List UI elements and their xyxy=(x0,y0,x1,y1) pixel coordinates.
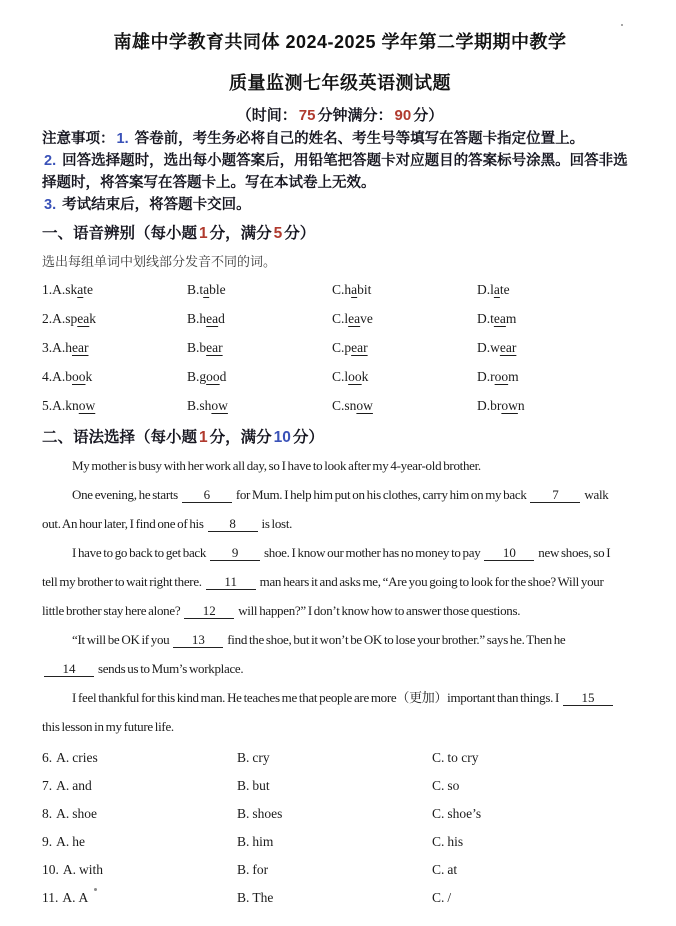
question-number: 4. xyxy=(42,368,53,384)
option-word xyxy=(344,340,367,355)
blank-number: 15 xyxy=(581,690,595,705)
cloze-option-row xyxy=(42,800,638,828)
word-part: t xyxy=(199,281,204,297)
option-label: B. xyxy=(187,339,200,355)
option-text: for xyxy=(252,862,269,877)
note-text: 答卷前，考生务必将自己的姓名、考生号等填写在答题卡指定位置上。 xyxy=(134,131,585,147)
option-label: D. xyxy=(477,339,491,355)
score-number: 90 xyxy=(394,107,412,124)
passage-text: out. An hour later, I find one of his xyxy=(42,516,206,531)
option-label: A. xyxy=(56,834,70,849)
question-number: 11. xyxy=(42,890,59,905)
option-text: at xyxy=(447,862,458,877)
option-text: shoe’s xyxy=(447,806,482,821)
option-label: D. xyxy=(477,281,491,297)
cloze-blank xyxy=(530,487,580,503)
passage-text: sends us to Mum’s workplace. xyxy=(96,661,244,676)
option-cell xyxy=(432,806,638,822)
option-text: shoes xyxy=(252,806,283,821)
option-label: C. xyxy=(332,368,345,384)
word-part: l xyxy=(490,281,494,297)
cloze-blank xyxy=(563,690,613,706)
option-word xyxy=(199,282,225,297)
word-part: sh xyxy=(199,397,212,413)
blank-number: 11 xyxy=(224,574,237,589)
underlined-letters: ea xyxy=(206,310,219,326)
word-part: t xyxy=(490,310,494,326)
cloze-blank xyxy=(210,545,260,561)
paper-title-line2: 质量监测七年级英语测试题 xyxy=(229,73,451,93)
option-label: B. xyxy=(237,750,250,765)
option-label: B. xyxy=(187,281,200,297)
word-part: br xyxy=(490,397,502,413)
option-cell xyxy=(237,806,432,822)
option-cell xyxy=(237,778,432,794)
time-score-line xyxy=(42,104,638,125)
option-word xyxy=(199,311,224,326)
option-label: C. xyxy=(332,281,345,297)
underlined-letters: ow xyxy=(211,397,228,413)
passage-text: I have to go back to get back xyxy=(72,545,209,560)
option-cell xyxy=(332,369,477,385)
option-word xyxy=(490,340,516,355)
underlined-letters: ear xyxy=(72,339,89,355)
word-part: w xyxy=(490,339,500,355)
stray-mark xyxy=(621,24,623,26)
option-word xyxy=(344,282,371,297)
passage-text: man hears it and asks me, “Are you going to look for the shoe? Will your xyxy=(257,574,604,589)
option-cell xyxy=(42,282,187,298)
option-label: C. xyxy=(432,890,445,905)
option-word xyxy=(65,340,88,355)
word-part: g xyxy=(199,368,207,384)
cloze-option-row xyxy=(42,744,638,772)
word-part: d xyxy=(219,368,227,384)
cloze-passage xyxy=(42,451,638,741)
blank-number: 12 xyxy=(202,603,216,618)
option-text: The xyxy=(252,890,274,905)
option-text: / xyxy=(447,890,452,905)
note-number: 1. xyxy=(116,131,133,147)
passage-text: new shoes, so I xyxy=(536,545,611,560)
option-label: C. xyxy=(432,862,445,877)
question-number: 1. xyxy=(42,281,53,297)
passage-text: will happen?” I don’t know how to answer those questions. xyxy=(236,603,521,618)
option-cell xyxy=(432,890,638,906)
cloze-blank xyxy=(44,661,94,677)
passage-text: One evening, he starts xyxy=(72,487,180,502)
passage-line xyxy=(42,712,638,741)
option-cell xyxy=(332,311,477,327)
option-word xyxy=(490,311,516,326)
passage-line xyxy=(42,567,638,596)
note-line xyxy=(42,150,638,194)
question-number: 2. xyxy=(42,310,53,326)
option-label: B. xyxy=(187,310,200,326)
option-cell xyxy=(237,750,432,766)
cloze-blank xyxy=(184,603,234,619)
option-cell xyxy=(42,806,237,822)
underlined-letters: oo xyxy=(72,368,86,384)
option-cell xyxy=(432,778,638,794)
notes-label: 注意事项： xyxy=(42,131,115,147)
passage-text: find the shoe, but it won’t be OK to lose your brother.” says he. Then he xyxy=(225,632,566,647)
option-label: C. xyxy=(432,806,445,821)
heading-text: 分） xyxy=(284,225,316,242)
word-part: sk xyxy=(65,281,78,297)
option-text: cry xyxy=(252,750,270,765)
word-part: l xyxy=(344,368,349,384)
option-label: A. xyxy=(52,310,66,326)
option-text: so xyxy=(447,778,460,793)
option-cell xyxy=(237,862,432,878)
question-number: 3. xyxy=(42,339,53,355)
option-label: A. xyxy=(56,778,70,793)
word-part: te xyxy=(83,281,94,297)
option-label: A. xyxy=(52,368,66,384)
heading-text: 二、语法选择（每小题 xyxy=(42,429,198,446)
passage-line xyxy=(42,654,638,683)
score-number: 75 xyxy=(298,107,316,124)
word-part: n xyxy=(517,397,525,413)
exam-notes xyxy=(42,128,638,216)
option-cell xyxy=(187,369,332,385)
option-word xyxy=(199,398,228,413)
underlined-letters: ea xyxy=(348,310,361,326)
heading-text: 一、语音辨别（每小题 xyxy=(42,225,198,242)
option-label: D. xyxy=(477,397,491,413)
word-part: m xyxy=(508,368,519,384)
option-text: him xyxy=(252,834,274,849)
blank-number: 9 xyxy=(231,545,239,560)
passage-text: I feel thankful for this kind man. He teaches me that people are more（更加）important than things. I xyxy=(72,690,561,705)
cloze-option-row xyxy=(42,828,638,856)
option-text: but xyxy=(252,778,270,793)
word-part: k xyxy=(85,368,93,384)
cloze-option-table xyxy=(42,744,638,912)
word-part: k xyxy=(361,368,369,384)
passage-text: this lesson in my future life. xyxy=(42,719,174,734)
heading-text: （时间： xyxy=(236,107,297,124)
option-label: D. xyxy=(477,368,491,384)
word-part: h xyxy=(344,281,352,297)
passage-line xyxy=(42,509,638,538)
option-label: C. xyxy=(332,310,345,326)
option-label: B. xyxy=(237,806,250,821)
option-label: B. xyxy=(237,862,250,877)
underlined-letters: ow xyxy=(356,397,373,413)
option-cell xyxy=(237,834,432,850)
option-word xyxy=(490,369,519,384)
cloze-blank xyxy=(182,487,232,503)
option-text: and xyxy=(72,778,92,793)
word-part: r xyxy=(490,368,495,384)
underlined-letters: ea xyxy=(77,310,90,326)
section1-instruction: 选出每组单词中划线部分发音不同的词。 xyxy=(42,254,277,269)
blank-number: 10 xyxy=(502,545,516,560)
note-number: 2. xyxy=(44,153,61,169)
option-cell xyxy=(42,778,237,794)
passage-text: tell my brother to wait right there. xyxy=(42,574,204,589)
passage-text: little brother stay here alone? xyxy=(42,603,183,618)
option-label: B. xyxy=(237,890,250,905)
heading-text: 分，满分 xyxy=(209,225,272,242)
passage-text: My mother is busy with her work all day, so I have to look after my 4-year-old brother. xyxy=(72,458,481,473)
word-part: ble xyxy=(209,281,226,297)
word-part: d xyxy=(218,310,225,326)
note-line xyxy=(42,128,638,150)
section1-heading xyxy=(42,221,638,243)
note-number: 3. xyxy=(44,197,61,213)
word-part: ve xyxy=(360,310,373,326)
option-cell xyxy=(432,750,638,766)
option-word xyxy=(490,398,525,413)
word-part: b xyxy=(65,368,72,384)
option-text: his xyxy=(447,834,464,849)
option-label: A. xyxy=(62,890,76,905)
passage-text: for Mum. I help him put on his clothes, carry him on my back xyxy=(233,487,529,502)
option-word xyxy=(65,282,93,297)
cloze-option-row xyxy=(42,856,638,884)
blank-number: 14 xyxy=(62,661,76,676)
option-cell xyxy=(42,750,237,766)
option-label: A. xyxy=(52,339,66,355)
option-label: D. xyxy=(477,310,491,326)
question-number: 7. xyxy=(42,778,53,793)
word-part: p xyxy=(344,339,352,355)
option-text: he xyxy=(72,834,85,849)
passage-line xyxy=(42,625,638,654)
word-part: h xyxy=(65,339,72,355)
option-word xyxy=(344,369,368,384)
option-word xyxy=(199,340,222,355)
score-number: 1 xyxy=(199,225,208,242)
section2-heading xyxy=(42,425,638,447)
option-cell xyxy=(42,398,187,414)
underlined-letters: oo xyxy=(206,368,220,384)
passage-text: is lost. xyxy=(259,516,293,531)
option-word xyxy=(65,398,95,413)
option-label: A. xyxy=(52,281,66,297)
word-part: sn xyxy=(344,397,357,413)
passage-text: shoe. I know our mother has no money to pay xyxy=(262,545,483,560)
option-label: A. xyxy=(56,806,70,821)
option-label: C. xyxy=(332,339,345,355)
underlined-letters: oo xyxy=(494,368,509,384)
heading-text: 分钟满分： xyxy=(317,107,393,124)
heading-text: 分） xyxy=(292,429,324,446)
option-cell xyxy=(42,369,187,385)
word-part: m xyxy=(505,310,517,326)
option-label: C. xyxy=(432,778,445,793)
underlined-letters: oo xyxy=(348,368,362,384)
underlined-letters: ow xyxy=(78,397,96,413)
blank-number: 7 xyxy=(552,487,559,502)
option-word xyxy=(344,311,373,326)
option-word xyxy=(344,398,373,413)
note-text: 考试结束后，将答题卡交回。 xyxy=(62,197,251,213)
cloze-blank xyxy=(173,632,223,648)
option-cell xyxy=(42,890,237,906)
option-text: cries xyxy=(72,750,98,765)
score-number: 1 xyxy=(199,429,208,446)
option-label: A. xyxy=(62,862,76,877)
option-word xyxy=(199,369,226,384)
passage-line xyxy=(42,683,638,712)
option-word xyxy=(490,282,510,297)
passage-text: walk xyxy=(582,487,609,502)
question-number: 6. xyxy=(42,750,53,765)
option-label: C. xyxy=(332,397,345,413)
heading-text: 分，满分 xyxy=(209,429,272,446)
option-cell xyxy=(432,862,638,878)
phonetics-row xyxy=(42,304,638,333)
phonetics-row xyxy=(42,391,638,420)
option-label: B. xyxy=(187,397,200,413)
word-part: bit xyxy=(357,281,372,297)
passage-line xyxy=(42,596,638,625)
phonetics-row xyxy=(42,362,638,391)
underlined-letters: ea xyxy=(493,310,506,326)
option-cell xyxy=(332,398,477,414)
option-cell xyxy=(332,340,477,356)
underlined-letters: ow xyxy=(501,397,518,413)
option-cell xyxy=(42,340,187,356)
option-label: B. xyxy=(187,368,200,384)
question-number: 10. xyxy=(42,862,59,877)
option-text: shoe xyxy=(72,806,97,821)
heading-text: 分） xyxy=(413,107,444,124)
option-label: C. xyxy=(432,834,445,849)
passage-line xyxy=(42,480,638,509)
cloze-option-row xyxy=(42,772,638,800)
question-number: 8. xyxy=(42,806,53,821)
passage-line xyxy=(42,538,638,567)
word-part: h xyxy=(199,310,207,326)
option-cell xyxy=(332,282,477,298)
option-text: to cry xyxy=(447,750,479,765)
paper-title-line1: 南雄中学教育共同体 2024-2025 学年第二学期期中教学 xyxy=(113,32,567,52)
question-number: 9. xyxy=(42,834,53,849)
option-cell xyxy=(477,369,638,385)
option-label: B. xyxy=(237,834,250,849)
underlined-letters: ear xyxy=(351,339,368,355)
option-text: with xyxy=(79,862,104,877)
option-label: A. xyxy=(56,750,70,765)
blank-number: 8 xyxy=(229,516,236,531)
score-number: 10 xyxy=(273,429,291,446)
cloze-option-row xyxy=(42,884,638,912)
option-label: C. xyxy=(432,750,445,765)
passage-line xyxy=(42,451,638,480)
score-number: 5 xyxy=(273,225,283,242)
blank-number: 6 xyxy=(203,487,211,502)
underlined-letters: ear xyxy=(499,339,517,355)
word-part: kn xyxy=(65,397,79,413)
cloze-blank xyxy=(484,545,534,561)
underlined-letters: a xyxy=(493,281,500,297)
option-cell xyxy=(477,311,638,327)
underlined-letters: ear xyxy=(206,339,223,355)
option-text: A xyxy=(78,890,89,905)
cloze-blank xyxy=(208,516,258,532)
option-cell xyxy=(187,340,332,356)
option-word xyxy=(65,369,92,384)
stray-mark xyxy=(94,888,97,891)
word-part: b xyxy=(199,339,207,355)
option-cell xyxy=(187,311,332,327)
underlined-letters: a xyxy=(203,281,210,297)
phonetics-row xyxy=(42,333,638,362)
option-cell xyxy=(237,890,432,906)
option-cell xyxy=(432,834,638,850)
option-label: A. xyxy=(52,397,66,413)
option-cell xyxy=(477,398,638,414)
option-cell xyxy=(42,834,237,850)
word-part: te xyxy=(499,281,510,297)
question-number: 5. xyxy=(42,397,53,413)
phonetics-question-table xyxy=(42,275,638,420)
note-text: 回答选择题时，选出每小题答案后，用铅笔把答题卡对应题目的答案标号涂黑。回答非选择题时，将答案写在答题卡上。写在本试卷上无效。 xyxy=(42,153,628,191)
underlined-letters: a xyxy=(351,281,358,297)
word-part: k xyxy=(89,310,96,326)
underlined-letters: a xyxy=(77,281,84,297)
option-cell xyxy=(477,340,638,356)
option-cell xyxy=(42,862,237,878)
option-cell xyxy=(187,282,332,298)
word-part: sp xyxy=(65,310,78,326)
option-cell xyxy=(187,398,332,414)
word-part: l xyxy=(344,310,349,326)
note-line xyxy=(42,194,638,216)
phonetics-row xyxy=(42,275,638,304)
option-cell xyxy=(42,311,187,327)
option-word xyxy=(65,311,96,326)
blank-number: 13 xyxy=(191,632,205,647)
cloze-blank xyxy=(206,574,256,590)
option-label: B. xyxy=(237,778,250,793)
option-cell xyxy=(477,282,638,298)
passage-text: “It will be OK if you xyxy=(72,632,172,647)
